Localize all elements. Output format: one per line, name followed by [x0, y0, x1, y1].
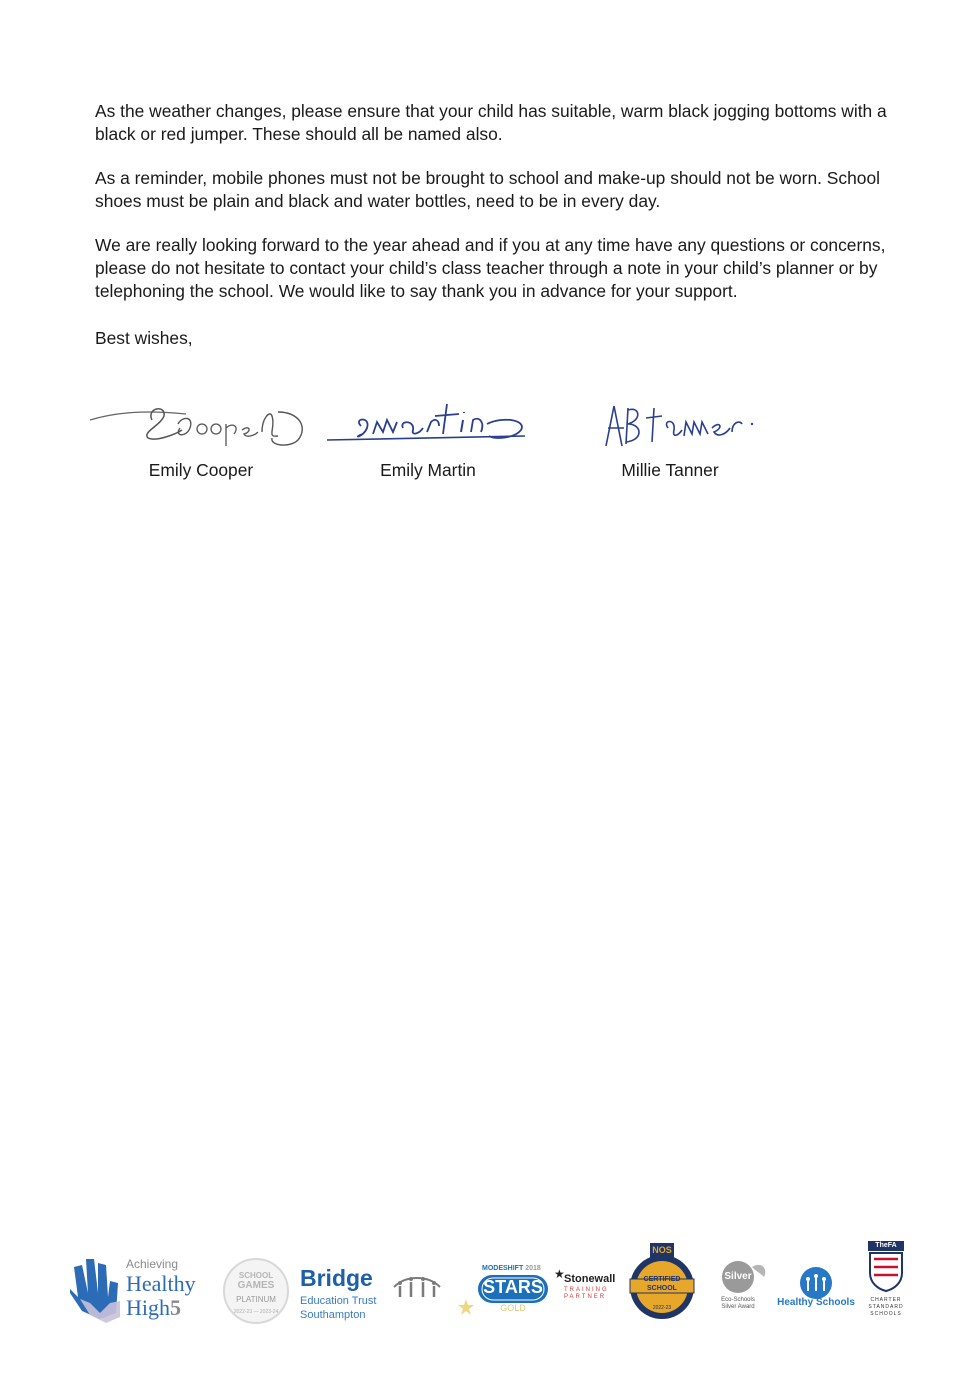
healthy-schools-globe-icon — [796, 1265, 836, 1299]
healthy-schools-text: Healthy Schools — [777, 1297, 855, 1308]
signature-tanner-image — [580, 398, 760, 454]
star-icon: ★ — [554, 1267, 565, 1281]
signature-block-cooper — [78, 398, 324, 481]
modeshift-stars-text: STARS — [483, 1277, 543, 1297]
letter-body — [95, 100, 900, 371]
signatory-name-cooper: Emily Cooper — [148, 460, 254, 480]
school-games-years-text: 2022-23 — 2023-24 — [233, 1309, 279, 1315]
signature-martin-image — [323, 398, 533, 454]
stonewall-logo — [554, 1269, 618, 1309]
stonewall-sub1-text: TRAINING — [564, 1287, 609, 1293]
school-games-logo — [222, 1255, 290, 1327]
bridge-title-text: Bridge — [300, 1265, 373, 1291]
bridge-sub1-text: Education Trust — [300, 1295, 377, 1307]
fa-line3-text: SCHOOLS — [870, 1311, 902, 1317]
hh5-healthy-text: Healthy — [126, 1271, 196, 1296]
school-games-mid-text: GAMES — [237, 1280, 275, 1291]
signatory-name-martin: Emily Martin — [380, 460, 476, 480]
hh5-high-line — [126, 1295, 181, 1321]
eco-schools-logo — [708, 1257, 772, 1317]
paragraph-uniform: As the weather changes, please ensure that your child has suitable, warm black jogging bottoms with a black or red jumper. These should all be named also. — [95, 101, 887, 144]
nos-mid1-text: CERTIFIED — [643, 1276, 681, 1283]
nos-certified-logo — [626, 1239, 698, 1323]
bridge-sub2-text: Southampton — [300, 1309, 366, 1321]
healthy-schools-logo — [776, 1265, 856, 1315]
modeshift-brand-text: MODESHIFT — [482, 1265, 524, 1272]
hh5-achieving-text: Achieving — [126, 1257, 179, 1271]
nos-mid2-text: SCHOOL — [647, 1285, 677, 1292]
school-games-level-text: PLATINUM — [236, 1295, 276, 1304]
modeshift-year-text: 2018 — [525, 1265, 541, 1272]
signatory-name-tanner: Millie Tanner — [621, 460, 719, 480]
signature-cooper-image — [86, 398, 316, 454]
stonewall-sub2-text: PARTNER — [564, 1294, 607, 1300]
bridge-trust-logo — [298, 1265, 446, 1325]
paragraph-reminder: As a reminder, mobile phones must not be brought to school and make-up should not be worn. School shoes must be plain and black and water bottles, need to be in every day. — [95, 168, 880, 211]
modeshift-top-text — [482, 1265, 541, 1272]
school-games-top-text: SCHOOL — [238, 1271, 274, 1280]
modeshift-level-text: GOLD — [500, 1303, 526, 1313]
healthy-high5-logo — [60, 1253, 220, 1329]
hh5-five-text: 5 — [170, 1295, 181, 1320]
eco-line2-text: Silver Award — [721, 1304, 755, 1310]
signature-block-tanner — [572, 398, 768, 481]
people-arch-icon — [392, 1271, 442, 1301]
fa-top-text: TheFA — [875, 1242, 897, 1249]
closing: Best wishes, — [95, 328, 193, 348]
hh5-high-text: High — [126, 1295, 170, 1320]
fa-line1-text: CHARTER — [870, 1297, 902, 1303]
eco-silver-badge-text: Silver — [724, 1271, 752, 1282]
fa-charter-logo — [862, 1241, 910, 1325]
nos-years-text: 2022-23 — [652, 1305, 672, 1311]
eco-line1-text: Eco-Schools — [721, 1297, 755, 1303]
paragraph-year-ahead: We are really looking forward to the year ahead and if you at any time have any questions or concerns, please do not hesitate to contact your child’s class teacher through a note in your child’s planner or by telephoning the school. We would like to say thank you in advance for your support. — [95, 235, 886, 301]
modeshift-stars-logo — [456, 1265, 552, 1317]
signature-block-martin — [320, 398, 536, 481]
nos-top-text: NOS — [652, 1245, 672, 1255]
hand-icon — [60, 1253, 124, 1329]
school-games-badge-icon — [222, 1255, 290, 1327]
fa-line2-text: STANDARD — [868, 1304, 904, 1310]
stonewall-title-text: Stonewall — [564, 1273, 616, 1285]
accreditation-logos — [0, 1235, 979, 1335]
